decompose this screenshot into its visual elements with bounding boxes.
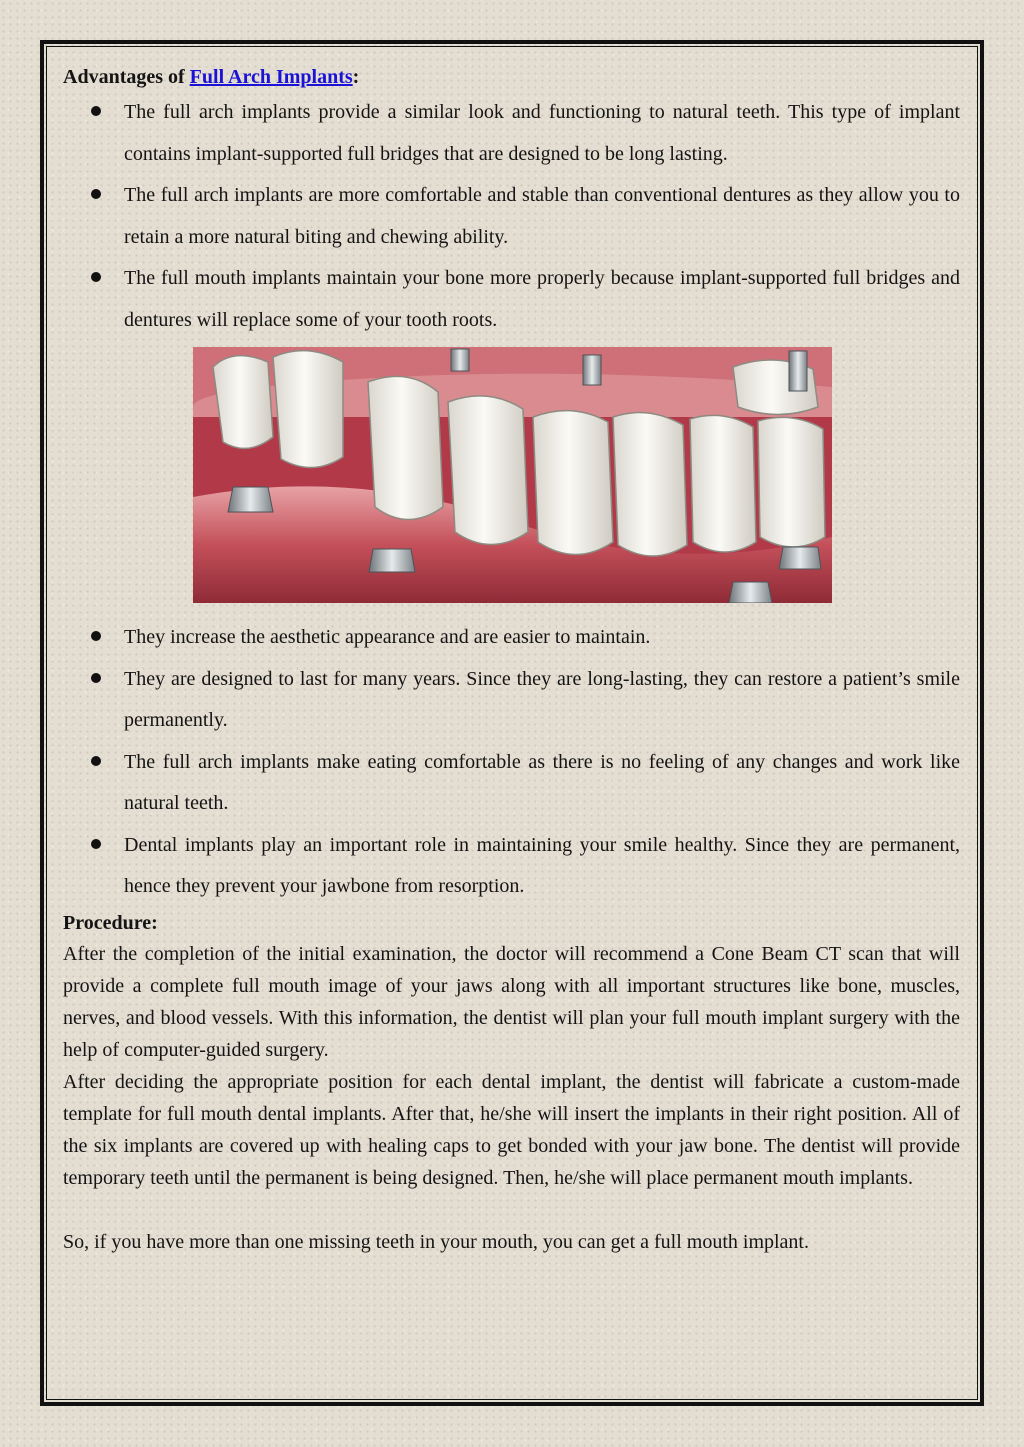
list-item <box>63 825 960 908</box>
advantages-list-continued <box>63 617 960 908</box>
bullet-icon <box>91 839 101 849</box>
bullet-icon <box>91 106 101 116</box>
bullet-icon <box>91 756 101 766</box>
bullet-icon <box>91 631 101 641</box>
heading-prefix: Advantages of <box>63 66 190 88</box>
list-item <box>63 175 960 258</box>
list-item-text: They increase the aesthetic appearance and are easier to maintain. <box>124 626 651 648</box>
bullet-icon <box>91 272 101 282</box>
list-item-text: Dental implants play an important role in maintaining your smile healthy. Since they are permanent, hence they prevent your jawbone from resorption. <box>124 833 960 897</box>
heading-suffix: : <box>352 66 360 88</box>
list-item <box>63 742 960 825</box>
bullet-icon <box>91 189 101 199</box>
list-item-text: The full mouth implants maintain your bone more properly because implant-supported full bridges and dentures will replace some of your tooth roots. <box>124 267 960 331</box>
bullet-icon <box>91 673 101 683</box>
list-item <box>63 617 960 659</box>
list-item <box>63 258 960 341</box>
list-item-text: The full arch implants are more comfortable and stable than conventional dentures as they allow you to retain a more natural biting and chewing ability. <box>124 184 960 248</box>
document-body <box>63 62 960 1258</box>
procedure-heading: Procedure: <box>63 911 158 934</box>
full-arch-implants-link[interactable]: Full Arch Implants <box>189 66 353 88</box>
list-item-text: They are designed to last for many years. Since they are long-lasting, they can restore a patient’s smile permanently. <box>124 667 960 731</box>
procedure-paragraph: After deciding the appropriate position for each dental implant, the dentist will fabricate a custom-made template for full mouth dental implants. After that, he/she will insert the implants in their right position. All of the six implants are covered up with healing caps to get bonded with your jaw bone. The dentist will provide temporary teeth until the permanent is being designed. Then, he/she will place permanent mouth implants. <box>63 1070 960 1189</box>
advantages-list <box>63 92 960 341</box>
dental-implant-photo <box>193 347 832 603</box>
paragraph-spacer <box>63 1194 960 1226</box>
list-item-text: The full arch implants make eating comfortable as there is no feeling of any changes and work like natural teeth. <box>124 750 960 814</box>
list-item <box>63 659 960 742</box>
list-item-text: The full arch implants provide a similar look and functioning to natural teeth. This type of implant contains implant-supported full bridges that are designed to be long lasting. <box>124 101 960 165</box>
closing-paragraph: So, if you have more than one missing teeth in your mouth, you can get a full mouth implant. <box>63 1230 809 1253</box>
list-item <box>63 92 960 175</box>
advantages-heading <box>63 62 960 92</box>
procedure-paragraph: After the completion of the initial examination, the doctor will recommend a Cone Beam CT scan that will provide a complete full mouth image of your jaws along with all important structures like bone, muscles, nerves, and blood vessels. With this information, the dentist will plan your full mouth implant surgery with the help of computer-guided surgery. <box>63 942 960 1061</box>
